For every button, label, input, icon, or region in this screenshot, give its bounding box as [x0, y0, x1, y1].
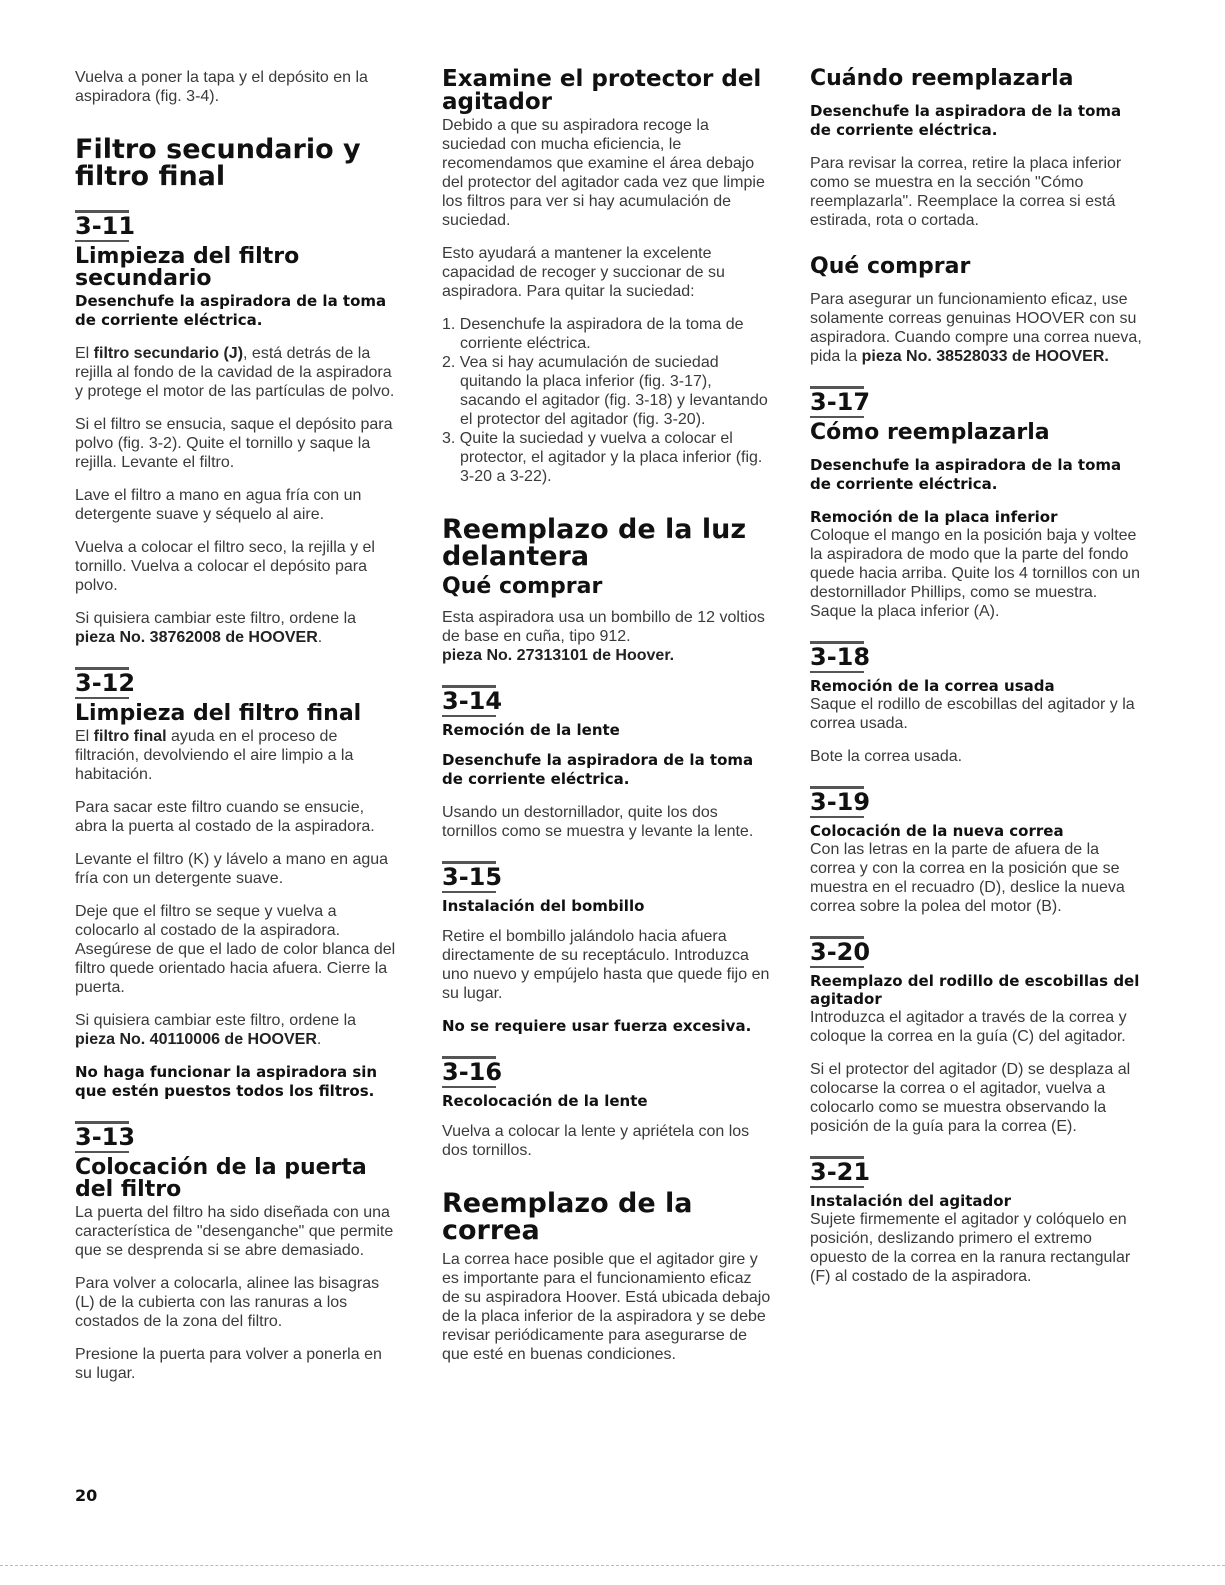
intro-text: Vuelva a poner la tapa y el depósito en la aspiradora (fig. 3-4). — [75, 69, 368, 105]
paragraph: Saque el rodillo de escobillas del agitador y la correa usada. — [810, 696, 1135, 732]
page-number: 20 — [75, 1486, 98, 1505]
column-right — [810, 68, 1145, 1300]
heading-when-replace: Cuándo reemplazarla — [810, 66, 1074, 91]
step-number-3-12: 3-12 — [75, 669, 136, 697]
column-left — [75, 68, 400, 1397]
paragraph: Si quisiera cambiar este filtro, ordene la pieza No. 40110006 de HOOVER. — [75, 1012, 357, 1048]
paragraph: Coloque el mango en la posición baja y voltee la aspiradora de modo que la parte del fondo quede hacia arriba. Quite los 4 tornillos con un destornillador Phillips, como se muestra. Saque la placa inferior (A). — [810, 527, 1140, 620]
paragraph: Para sacar este filtro cuando se ensucie, abra la puerta al costado de la aspiradora. — [75, 799, 375, 835]
rule — [810, 416, 864, 418]
step-number-3-16: 3-16 — [442, 1058, 503, 1086]
paragraph: Para revisar la correa, retire la placa inferior como se muestra en la sección "Cómo reemplazarla". Reemplace la correa si está estirada, rota o cortada. — [810, 155, 1122, 229]
paragraph: Sujete firmemente el agitador y colóquelo en posición, deslizando primero el extremo opuesto de la correa en la ranura rectangular (F) al costado de la aspiradora. — [810, 1211, 1131, 1285]
heading-what-to-buy-belt: Qué comprar — [810, 254, 971, 279]
paragraph: Si el filtro se ensucia, saque el depósito para polvo (fig. 3-2). Quite el tornillo y saque la rejilla. Levante el filtro. — [75, 416, 393, 471]
paragraph: Con las letras en la parte de afuera de la correa y con la correa en la posición que se muestra en el recuadro (D), deslice la nueva correa sobre la polea del motor (B). — [810, 841, 1125, 915]
step-number-3-14: 3-14 — [442, 687, 503, 715]
step-number-3-13: 3-13 — [75, 1123, 136, 1151]
step-number-3-21: 3-21 — [810, 1158, 871, 1186]
heading-lens-removal: Remoción de la lente — [442, 721, 620, 739]
step-number-3-11: 3-11 — [75, 212, 136, 240]
heading-final-filter: Limpieza del filtro final — [75, 701, 362, 726]
list-item: 2. Vea si hay acumulación de suciedad quitando la placa inferior (fig. 3-17), sacando el agitador (fig. 3-18) y levantando el protector del agitador (fig. 3-20). — [442, 354, 768, 428]
paragraph: Vuelva a colocar la lente y apriétela con los dos tornillos. — [442, 1123, 750, 1159]
list-item: 1. Desenchufe la aspiradora de la toma de corriente eléctrica. — [442, 316, 744, 352]
list-item: 3. Quite la suciedad y vuelva a colocar el protector, el agitador y la placa inferior (fig. 3-20 a 3-22). — [442, 430, 763, 485]
paragraph: El filtro final ayuda en el proceso de filtración, devolviendo el aire limpio a la habitación. — [75, 728, 354, 783]
section-title-front-light: Reemplazo de la luz delantera — [442, 514, 747, 572]
paragraph: Retire el bombillo jalándolo hacia afuera directamente de su receptáculo. Introduzca uno nuevo y empújelo hasta que quede fijo en su lugar. — [442, 928, 770, 1002]
unplug-warning: Desenchufe la aspiradora de la toma de corriente eléctrica. — [810, 456, 1122, 493]
paragraph: Para asegurar un funcionamiento eficaz, use solamente correas genuinas HOOVER con su aspiradora. Cuando compre una correa nueva, pida la pieza No. 38528033 de HOOVER. — [810, 291, 1142, 365]
step-number-3-17: 3-17 — [810, 388, 871, 416]
rule — [810, 1186, 864, 1188]
heading-what-to-buy: Qué comprar — [442, 574, 603, 599]
section-title-filters: Filtro secundario y filtro final — [75, 134, 361, 192]
rule — [442, 891, 496, 893]
unplug-warning: Desenchufe la aspiradora de la toma de corriente eléctrica. — [442, 751, 754, 788]
unplug-warning: Desenchufe la aspiradora de la toma de corriente eléctrica. — [810, 102, 1122, 139]
filters-warning: No haga funcionar la aspiradora sin que estén puestos todos los filtros. — [75, 1063, 378, 1100]
paragraph: Si el protector del agitador (D) se desplaza al colocarse la correa o el agitador, vuelva a colocarlo como se muestra observando la posición de la guía para la correa (E). — [810, 1061, 1131, 1135]
heading-filter-door: Colocación de la puerta del filtro — [75, 1155, 367, 1202]
paragraph: Esta aspiradora usa un bombillo de 12 voltios de base en cuña, tipo 912. pieza No. 27313101 de Hoover. — [442, 609, 765, 664]
step-number-3-20: 3-20 — [810, 938, 871, 966]
paragraph: La puerta del filtro ha sido diseñada con una característica de "desenganche" que permite que se desprenda si se abre demasiado. — [75, 1204, 394, 1259]
column-middle — [442, 68, 772, 1378]
paragraph: Lave el filtro a mano en agua fría con un detergente suave y séquelo al aire. — [75, 487, 362, 523]
paragraph: Introduzca el agitador a través de la correa y coloque la correa en la guía (C) del agitador. — [810, 1009, 1127, 1045]
heading-new-belt-install: Colocación de la nueva correa — [810, 822, 1064, 840]
heading-lens-replace: Recolocación de la lente — [442, 1092, 648, 1110]
step-number-3-19: 3-19 — [810, 788, 871, 816]
paragraph: Levante el filtro (K) y lávelo a mano en agua fría con un detergente suave. — [75, 851, 389, 887]
section-title-belt: Reemplazo de la correa — [442, 1188, 693, 1246]
step-number-3-15: 3-15 — [442, 863, 503, 891]
paragraph: Usando un destornillador, quite los dos tornillos como se muestra y levante la lente. — [442, 804, 754, 840]
bottom-dashed-rule — [0, 1565, 1225, 1566]
rule — [442, 715, 496, 717]
paragraph: La correa hace posible que el agitador gire y es importante para el funcionamiento eficaz de su aspiradora Hoover. Está ubicada debajo de la placa inferior de la aspiradora y se debe revisar periódicamente para asegurarse de que esté en buenas condiciones. — [442, 1251, 771, 1363]
heading-bulb-install: Instalación del bombillo — [442, 897, 645, 915]
heading-old-belt-removal: Remoción de la correa usada — [810, 677, 1055, 695]
heading-brush-roll-replace: Reemplazo del rodillo de escobillas del agitador — [810, 972, 1140, 1008]
rule — [810, 966, 864, 968]
rule — [75, 1151, 129, 1153]
rule — [442, 1086, 496, 1088]
heading-agitator-install: Instalación del agitador — [810, 1192, 1011, 1210]
heading-agitator-guard: Examine el protector del agitador — [442, 66, 762, 115]
paragraph: El filtro secundario (J), está detrás de la rejilla al fondo de la cavidad de la aspiradora y protege el motor de las partículas de polvo. — [75, 345, 395, 400]
unplug-warning: Desenchufe la aspiradora de la toma de corriente eléctrica. — [75, 292, 387, 329]
paragraph: Esto ayudará a mantener la excelente capacidad de recoger y succionar de su aspiradora. Para quitar la suciedad: — [442, 245, 725, 300]
cleaning-steps-list — [442, 315, 772, 486]
paragraph: Debido a que su aspiradora recoge la suciedad con mucha eficiencia, le recomendamos que examine el área debajo del protector del agitador cada vez que limpie los filtros para ver si hay acumulación de suciedad. — [442, 117, 765, 229]
step-number-3-18: 3-18 — [810, 643, 871, 671]
rule — [810, 671, 864, 673]
paragraph: Presione la puerta para volver a ponerla en su lugar. — [75, 1346, 382, 1382]
heading-how-to-replace: Cómo reemplazarla — [810, 420, 1050, 445]
paragraph: Deje que el filtro se seque y vuelva a colocarlo al costado de la aspiradora. Asegúrese de que el lado de color blanca del filtro quede orientado hacia afuera. Cierre la puerta. — [75, 903, 396, 996]
rule — [75, 697, 129, 699]
paragraph: Bote la correa usada. — [810, 748, 963, 765]
paragraph: Para volver a colocarla, alinee las bisagras (L) de la cubierta con las ranuras a los costados de la zona del filtro. — [75, 1275, 380, 1330]
rule — [810, 816, 864, 818]
rule — [75, 240, 129, 242]
paragraph: Vuelva a colocar el filtro seco, la rejilla y el tornillo. Vuelva a colocar el depósito para polvo. — [75, 539, 375, 594]
heading-bottom-plate-removal: Remoción de la placa inferior — [810, 508, 1058, 526]
force-warning: No se requiere usar fuerza excesiva. — [442, 1017, 752, 1035]
heading-secondary-filter: Limpieza del filtro secundario — [75, 244, 300, 291]
paragraph: Si quisiera cambiar este filtro, ordene la pieza No. 38762008 de HOOVER. — [75, 610, 357, 646]
